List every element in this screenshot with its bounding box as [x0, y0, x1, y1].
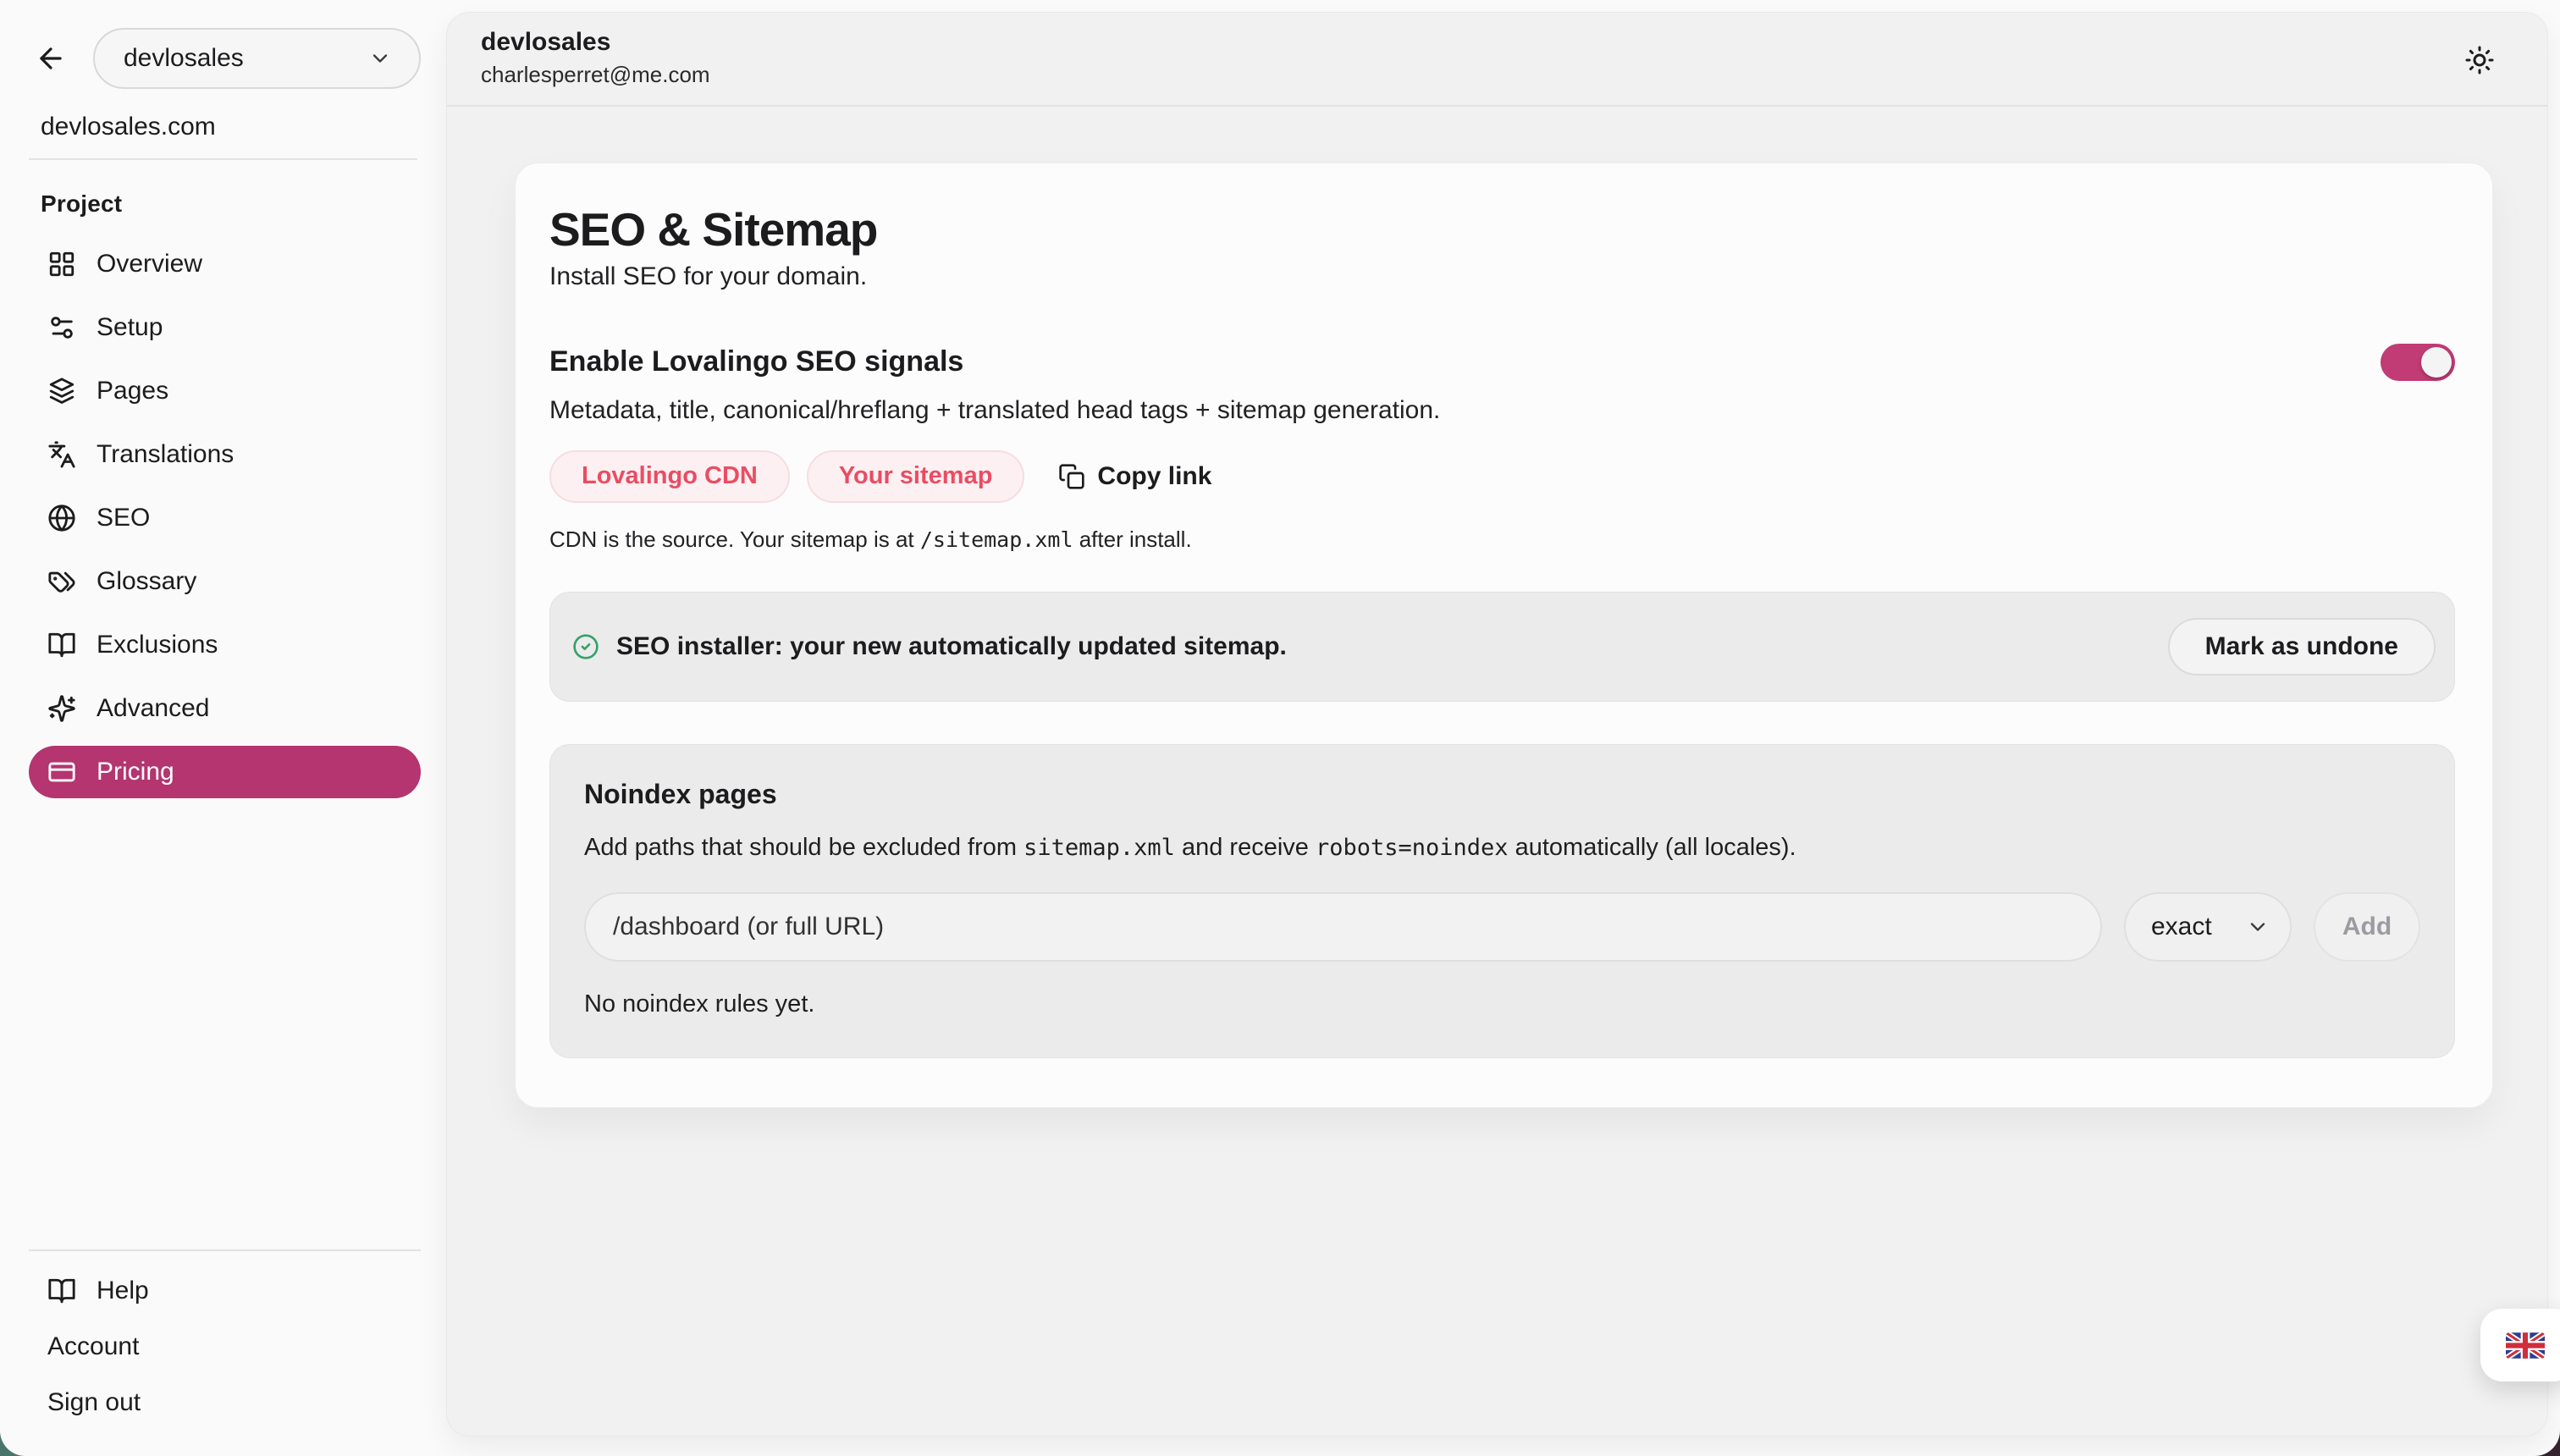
globe-icon — [47, 504, 76, 532]
installer-banner — [549, 592, 2455, 702]
account-label: Account — [47, 1332, 140, 1360]
sidebar — [0, 0, 446, 1456]
noindex-path-input[interactable] — [584, 892, 2102, 962]
sitemap-xml-code: sitemap.xml — [1023, 834, 1175, 861]
languages-icon — [47, 440, 76, 469]
copy-link-label: Copy link — [1097, 461, 1212, 490]
add-rule-button[interactable]: Add — [2314, 892, 2420, 962]
sidebar-item-sign-out[interactable] — [29, 1375, 421, 1431]
copy-icon — [1058, 463, 1085, 490]
sidebar-item-glossary[interactable] — [29, 555, 421, 608]
sidebar-item-seo[interactable] — [29, 492, 421, 544]
sidebar-item-label: Setup — [97, 313, 163, 341]
enable-seo-label: Enable Lovalingo SEO signals — [549, 345, 964, 378]
sidebar-nav — [29, 238, 421, 798]
card-subtitle: Install SEO for your domain. — [549, 262, 868, 290]
credit-card-icon — [47, 758, 76, 786]
language-selector-button[interactable] — [2480, 1309, 2560, 1382]
project-domain: devlosales.com — [41, 113, 216, 141]
copy-link-button[interactable] — [1058, 462, 1211, 491]
sidebar-item-translations[interactable] — [29, 428, 421, 481]
sun-icon — [2464, 45, 2495, 75]
layers-icon — [47, 377, 76, 405]
chevron-down-icon — [2246, 915, 2270, 939]
seo-signals-toggle[interactable] — [2381, 344, 2455, 381]
check-circle-icon — [572, 633, 599, 660]
enable-seo-description: Metadata, title, canonical/hreflang + translated head tags + sitemap generation. — [549, 395, 1441, 424]
sidebar-item-help[interactable] — [29, 1263, 421, 1319]
sidebar-item-label: Advanced — [97, 694, 210, 722]
sidebar-item-label: Translations — [97, 440, 234, 468]
sidebar-item-setup[interactable] — [29, 301, 421, 354]
main-panel — [446, 12, 2548, 1437]
noindex-empty-state: No noindex rules yet. — [584, 990, 815, 1018]
sidebar-footer — [29, 1249, 421, 1431]
sidebar-divider — [29, 158, 417, 160]
sidebar-item-pages[interactable] — [29, 365, 421, 417]
arrow-left-icon — [35, 42, 67, 74]
sidebar-item-label: Pricing — [97, 758, 174, 786]
account-email: charlesperret@me.com — [481, 62, 710, 87]
help-label: Help — [97, 1277, 149, 1304]
page-title: devlosales — [481, 28, 611, 56]
sparkles-icon — [47, 694, 76, 723]
sliders-icon — [47, 313, 76, 342]
sidebar-item-label: Exclusions — [97, 631, 218, 659]
sign-out-label: Sign out — [47, 1388, 141, 1416]
cdn-note: CDN is the source. Your sitemap is at /sitemap.xml after install. — [549, 526, 1192, 552]
chip-lovalingo-cdn[interactable]: Lovalingo CDN — [549, 450, 790, 503]
sidebar-item-overview[interactable] — [29, 238, 421, 290]
robots-noindex-code: robots=noindex — [1315, 834, 1509, 861]
toggle-knob — [2421, 347, 2452, 378]
workspace-name: devlosales — [124, 44, 244, 72]
chip-your-sitemap[interactable]: Your sitemap — [807, 450, 1025, 503]
sidebar-section-label: Project — [41, 190, 123, 217]
sidebar-item-label: Glossary — [97, 567, 197, 595]
sidebar-item-label: Overview — [97, 250, 203, 278]
sidebar-item-pricing[interactable] — [29, 746, 421, 798]
tags-icon — [47, 567, 76, 596]
card-title: SEO & Sitemap — [549, 203, 878, 256]
chevron-down-icon — [368, 47, 392, 70]
sitemap-path-code: /sitemap.xml — [919, 527, 1073, 552]
sidebar-item-label: SEO — [97, 504, 151, 532]
grid-icon — [47, 250, 76, 279]
seo-sitemap-card — [515, 163, 2493, 1108]
uk-flag-icon — [2506, 1332, 2545, 1359]
back-button[interactable] — [29, 36, 73, 80]
match-type-value: exact — [2151, 912, 2212, 940]
installer-message: SEO installer: your new automatically updated sitemap. — [616, 631, 1287, 660]
noindex-section — [549, 744, 2455, 1058]
noindex-title: Noindex pages — [584, 778, 777, 809]
main-header — [447, 13, 2547, 107]
noindex-description: Add paths that should be excluded from sitemap.xml and receive robots=noindex automatically (all locales). — [584, 833, 1796, 861]
match-type-select[interactable] — [2124, 892, 2292, 962]
sidebar-item-advanced[interactable] — [29, 682, 421, 735]
sidebar-item-account[interactable] — [29, 1319, 421, 1375]
mark-as-undone-button[interactable]: Mark as undone — [2168, 618, 2436, 676]
book-open-icon — [47, 1277, 76, 1305]
sidebar-item-label: Pages — [97, 377, 169, 405]
workspace-dropdown[interactable] — [93, 28, 421, 89]
theme-toggle-button[interactable] — [2459, 40, 2500, 80]
book-open-icon — [47, 631, 76, 659]
sidebar-item-exclusions[interactable] — [29, 619, 421, 671]
